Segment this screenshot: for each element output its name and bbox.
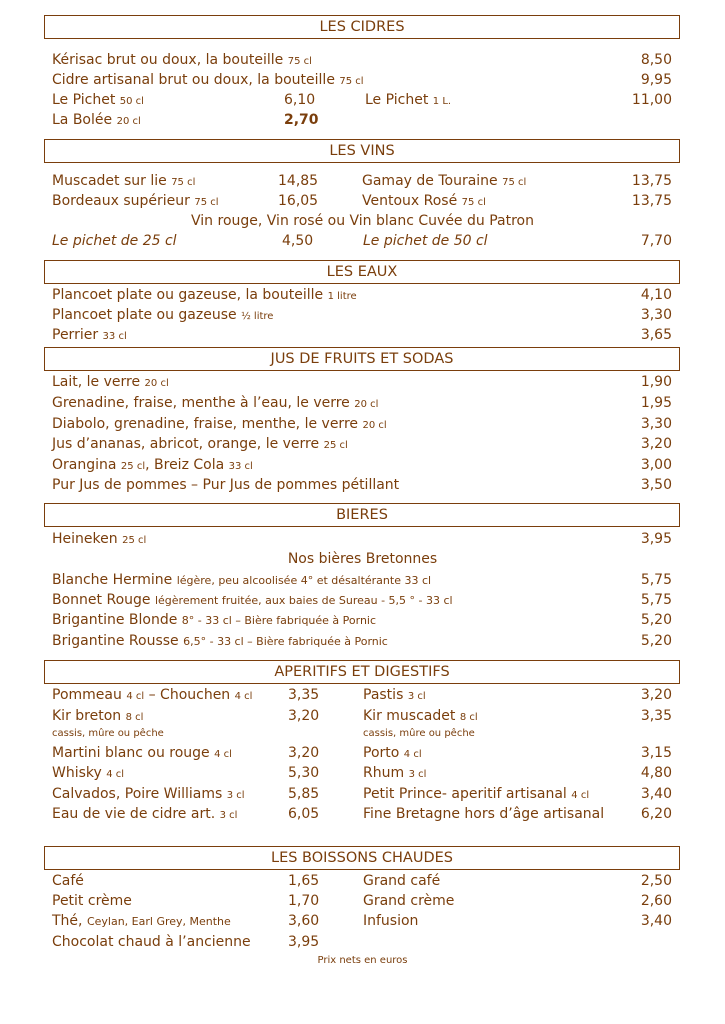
item-name-2: Porto 4 cl [363,745,422,761]
section-header-jus: JUS DE FRUITS ET SODAS [44,347,680,371]
item-name: Heineken 25 cl [52,531,147,547]
item-price-2: 3,15 [640,745,672,761]
item-price: 5,75 [640,572,672,588]
item-price-2: 4,80 [640,765,672,781]
item-price-2: 2,60 [640,893,672,909]
menu-item [52,455,672,475]
item-name: Grenadine, fraise, menthe à l’eau, le verre 20 cl [52,395,379,411]
item-price: 5,30 [288,765,320,781]
item-price: 5,20 [640,633,672,649]
item-name: Bordeaux supérieur 75 cl [52,193,219,209]
item-name: Plancoet plate ou gazeuse, la bouteille 1 litre [52,287,357,303]
item-name: Kir breton 8 cl [52,708,144,724]
item-name: Orangina 25 cl, Breiz Cola 33 cl [52,457,253,473]
item-name: Brigantine Rousse 6,5° - 33 cl – Bière fabriquée à Pornic [52,633,388,649]
item-price-2: 6,20 [640,806,672,822]
menu-item [52,891,672,911]
menu-item [52,804,672,824]
kir-breton-note: cassis, mûre ou pêche [52,728,164,739]
footer-note: Prix nets en euros [317,955,408,966]
item-price: 3,00 [640,457,672,473]
menu-item [52,231,672,251]
menu-item [52,70,672,90]
item-name: Pur Jus de pommes – Pur Jus de pommes pétillant [52,477,400,493]
item-name-2: Petit Prince- aperitif artisanal 4 cl [363,786,590,802]
item-price: 2,70 [284,112,319,128]
item-name-2: Ventoux Rosé 75 cl [362,193,486,209]
item-price: 16,05 [278,193,319,209]
item-price: 14,85 [278,173,319,189]
item-price-2: 3,40 [640,786,672,802]
item-price: 3,20 [640,436,672,452]
item-name: Pommeau 4 cl – Chouchen 4 cl [52,687,253,703]
item-name: Lait, le verre 20 cl [52,374,169,390]
menu-item [52,393,672,413]
item-price: 3,30 [640,307,672,323]
item-name: Le pichet de 25 cl [52,233,177,249]
item-name-2: Le Pichet 1 L. [365,92,452,108]
menu-item [52,372,672,392]
menu-item [52,590,672,610]
section-header-bieres: BIERES [44,503,680,527]
section-header-cidres: LES CIDRES [44,15,680,39]
menu-item [52,871,672,891]
item-name: Jus d’ananas, abricot, orange, le verre 25 cl [52,436,348,452]
house-wine-line: Vin rouge, Vin rosé ou Vin blanc Cuvée du Patron [191,213,534,229]
item-name: Eau de vie de cidre art. 3 cl [52,806,238,822]
menu-item [52,90,672,110]
menu-item [52,784,672,804]
item-name: Calvados, Poire Williams 3 cl [52,786,245,802]
item-price: 3,30 [640,416,672,432]
item-price: 3,95 [288,934,320,950]
item-price: 6,10 [284,92,316,108]
item-price: 9,95 [640,72,672,88]
item-price-2: 3,35 [640,708,672,724]
item-price: 1,65 [288,873,320,889]
menu-item [52,191,672,211]
item-name: Plancoet plate ou gazeuse ½ litre [52,307,274,323]
item-name: Muscadet sur lie 75 cl [52,173,196,189]
item-price: 3,20 [288,745,320,761]
item-name: Bonnet Rouge légèrement fruitée, aux baies de Sureau - 5,5 ° - 33 cl [52,592,453,608]
menu-item [52,685,672,705]
item-name-2: Grand café [363,873,441,889]
menu-item [52,529,672,549]
menu-item [52,110,672,130]
item-name: Le Pichet 50 cl [52,92,144,108]
item-price: 3,20 [288,708,320,724]
item-name-2: Pastis 3 cl [363,687,426,703]
item-name-2: Rhum 3 cl [363,765,427,781]
section-header-vins: LES VINS [44,139,680,163]
menu-item [52,475,672,495]
item-name-2: Grand crème [363,893,455,909]
menu-item [52,706,672,726]
item-name-2: Fine Bretagne hors d’âge artisanal [363,806,605,822]
item-price-2: 3,40 [640,913,672,929]
item-name: Petit crème [52,893,132,909]
item-name: Martini blanc ou rouge 4 cl [52,745,232,761]
item-name: Chocolat chaud à l’ancienne [52,934,251,950]
item-price: 4,10 [640,287,672,303]
menu-item [52,325,672,345]
section-header-aperitifs: APERITIFS ET DIGESTIFS [44,660,680,684]
menu-item [52,763,672,783]
item-price: 5,85 [288,786,320,802]
item-price: 1,90 [640,374,672,390]
item-price-2: 2,50 [640,873,672,889]
menu-item [52,434,672,454]
item-name-2: Le pichet de 50 cl [363,233,488,249]
item-price-2: 13,75 [631,173,672,189]
item-price: 6,05 [288,806,320,822]
menu-item [52,743,672,763]
item-price: 5,20 [640,612,672,628]
item-price-2: 11,00 [631,92,672,108]
menu-item [52,50,672,70]
item-name: Café [52,873,84,889]
item-price: 1,70 [288,893,320,909]
kir-muscadet-note: cassis, mûre ou pêche [363,728,475,739]
section-header-eaux: LES EAUX [44,260,680,284]
item-price-2: 3,20 [640,687,672,703]
item-price: 4,50 [282,233,314,249]
item-price-2: 7,70 [640,233,672,249]
item-price: 3,35 [288,687,320,703]
item-name: Kérisac brut ou doux, la bouteille 75 cl [52,52,312,68]
menu-item [52,285,672,305]
item-name: Cidre artisanal brut ou doux, la bouteille 75 cl [52,72,364,88]
item-name-2: Infusion [363,913,419,929]
item-name: Blanche Hermine légère, peu alcoolisée 4° et désaltérante 33 cl [52,572,432,588]
item-price: 3,95 [640,531,672,547]
item-name-2: Gamay de Touraine 75 cl [362,173,527,189]
menu-item [52,911,672,931]
item-name: Whisky 4 cl [52,765,125,781]
item-price: 3,60 [288,913,320,929]
item-price: 5,75 [640,592,672,608]
item-name: La Bolée 20 cl [52,112,141,128]
section-header-chaudes: LES BOISSONS CHAUDES [44,846,680,870]
item-price-2: 13,75 [631,193,672,209]
breton-beers-heading: Nos bières Bretonnes [287,551,438,567]
item-price: 1,95 [640,395,672,411]
item-name: Thé, Ceylan, Earl Grey, Menthe [52,913,231,929]
menu-item [52,610,672,630]
item-name: Brigantine Blonde 8° - 33 cl – Bière fabriquée à Pornic [52,612,377,628]
menu-item [52,631,672,651]
menu-item [52,171,672,191]
menu-item [52,932,672,952]
item-price: 8,50 [640,52,672,68]
item-name: Perrier 33 cl [52,327,127,343]
menu-item [52,570,672,590]
item-name-2: Kir muscadet 8 cl [363,708,478,724]
item-price: 3,50 [640,477,672,493]
menu-item [52,305,672,325]
item-price: 3,65 [640,327,672,343]
menu-item [52,414,672,434]
item-name: Diabolo, grenadine, fraise, menthe, le verre 20 cl [52,416,387,432]
